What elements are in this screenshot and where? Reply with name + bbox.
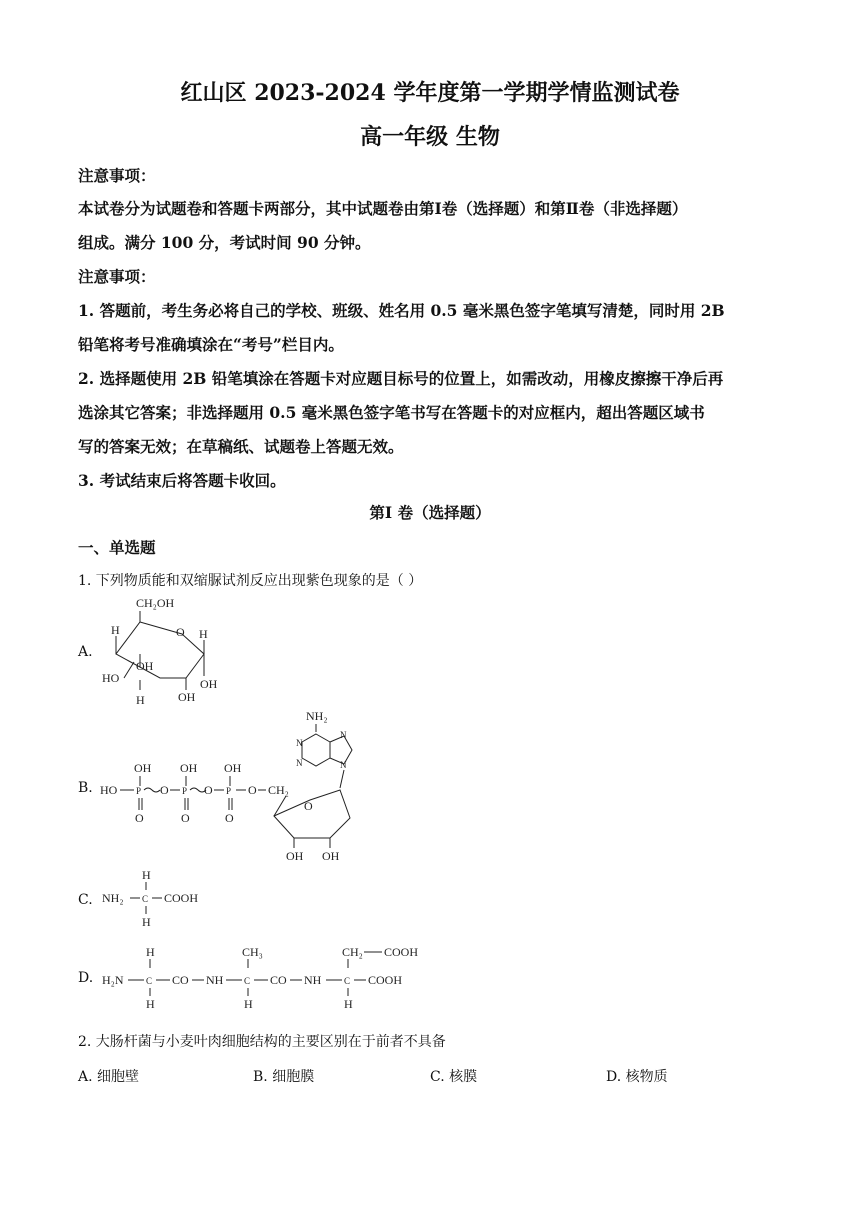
- svg-text:H: H: [344, 997, 353, 1011]
- svg-text:HO: HO: [100, 783, 118, 797]
- svg-text:COOH: COOH: [384, 945, 419, 959]
- question-2-option-c: C. 核膜: [430, 1069, 478, 1085]
- svg-text:O: O: [248, 783, 257, 797]
- notes-line: 本试卷分为试题卷和答题卡两部分，其中试题卷由第Ⅰ卷（选择题）和第Ⅱ卷（非选择题）: [78, 199, 688, 218]
- svg-text:NH: NH: [304, 973, 322, 987]
- svg-text:C: C: [244, 976, 251, 986]
- svg-text:NH₂: NH₂: [306, 709, 328, 723]
- svg-text:N: N: [296, 758, 303, 768]
- notes-line: 3. 考试结束后将答题卡收回。: [78, 471, 286, 490]
- svg-text:P: P: [226, 786, 232, 796]
- svg-text:CH₂: CH₂: [342, 945, 363, 959]
- question-2-stem: 2. 大肠杆菌与小麦叶肉细胞结构的主要区别在于前者不具备: [78, 1034, 446, 1050]
- question-2-option-b: B. 细胞膜: [253, 1069, 315, 1085]
- svg-text:C: C: [344, 976, 351, 986]
- svg-text:N: N: [340, 760, 347, 770]
- svg-text:COOH: COOH: [164, 891, 199, 905]
- svg-text:H: H: [146, 997, 155, 1011]
- svg-text:O: O: [304, 799, 313, 813]
- svg-text:H: H: [146, 945, 155, 959]
- section-part: 一、单选题: [78, 538, 156, 557]
- svg-text:HO: HO: [102, 671, 120, 685]
- svg-text:CH₃: CH₃: [242, 945, 263, 959]
- svg-text:C: C: [146, 976, 153, 986]
- svg-text:O: O: [181, 811, 190, 825]
- svg-text:CO: CO: [270, 973, 287, 987]
- option-b-label: B.: [78, 780, 93, 796]
- svg-text:COOH: COOH: [368, 973, 403, 987]
- svg-text:OH: OH: [286, 849, 304, 863]
- question-2-option-d: D. 核物质: [606, 1069, 668, 1085]
- atp-structure: [100, 706, 380, 874]
- svg-text:CH₂: CH₂: [268, 783, 289, 797]
- section-title: 第Ⅰ 卷（选择题）: [369, 503, 491, 522]
- svg-text:O: O: [225, 811, 234, 825]
- svg-text:OH: OH: [180, 761, 198, 775]
- svg-text:OH: OH: [134, 761, 152, 775]
- exam-subtitle: 高一年级 生物: [360, 124, 500, 150]
- option-d-label: D.: [78, 970, 94, 986]
- notes-line: 铅笔将考号准确填涂在“考号”栏目内。: [78, 335, 344, 354]
- svg-text:OH: OH: [136, 659, 154, 673]
- svg-text:OH: OH: [224, 761, 242, 775]
- notes-line: 2. 选择题使用 2B 铅笔填涂在答题卡对应题目标号的位置上，如需改动，用橡皮擦擦干净后再: [78, 369, 724, 388]
- svg-text:P: P: [136, 786, 142, 796]
- notes-line: 写的答案无效；在草稿纸、试题卷上答题无效。: [78, 437, 404, 456]
- svg-text:H: H: [136, 693, 145, 707]
- svg-text:N: N: [296, 738, 303, 748]
- option-c-label: C.: [78, 892, 93, 908]
- notes-line: 选涂其它答案；非选择题用 0.5 毫米黑色签字笔书写在答题卡的对应框内，超出答题区域书: [78, 403, 705, 422]
- question-1-stem: 1. 下列物质能和双缩脲试剂反应出现紫色现象的是（ ）: [78, 573, 423, 589]
- svg-text:OH: OH: [200, 677, 218, 691]
- svg-text:H: H: [199, 627, 208, 641]
- svg-text:OH: OH: [178, 690, 196, 704]
- svg-text:H: H: [244, 997, 253, 1011]
- svg-text:N: N: [340, 730, 347, 740]
- svg-text:H: H: [142, 915, 151, 929]
- exam-title: 红山区 2023-2024 学年度第一学期学情监测试卷: [180, 80, 680, 106]
- svg-text:CH₂OH: CH₂OH: [136, 596, 175, 610]
- glycine-structure: [100, 866, 220, 932]
- svg-text:O: O: [135, 811, 144, 825]
- glucose-structure: [100, 592, 240, 710]
- svg-text:P: P: [182, 786, 188, 796]
- notes-line: 1. 答题前，考生务必将自己的学校、班级、姓名用 0.5 毫米黑色签字笔填写清楚，同时用 2B: [78, 301, 725, 320]
- tripeptide-structure: [100, 942, 440, 1014]
- svg-text:CO: CO: [172, 973, 189, 987]
- svg-text:H: H: [142, 868, 151, 882]
- svg-text:C: C: [142, 894, 149, 904]
- svg-text:NH₂: NH₂: [102, 891, 124, 905]
- question-2-option-a: A. 细胞壁: [78, 1069, 140, 1085]
- notes-heading-2: 注意事项：: [78, 267, 156, 286]
- notes-heading-1: 注意事项：: [78, 166, 156, 185]
- svg-text:OH: OH: [322, 849, 340, 863]
- notes-line: 组成。满分 100 分，考试时间 90 分钟。: [78, 233, 371, 252]
- svg-text:H: H: [111, 623, 120, 637]
- option-a-label: A.: [78, 644, 93, 660]
- svg-text:H₂N: H₂N: [102, 973, 124, 987]
- svg-text:O: O: [204, 783, 213, 797]
- svg-text:NH: NH: [206, 973, 224, 987]
- svg-text:O: O: [176, 625, 185, 639]
- svg-text:O: O: [160, 783, 169, 797]
